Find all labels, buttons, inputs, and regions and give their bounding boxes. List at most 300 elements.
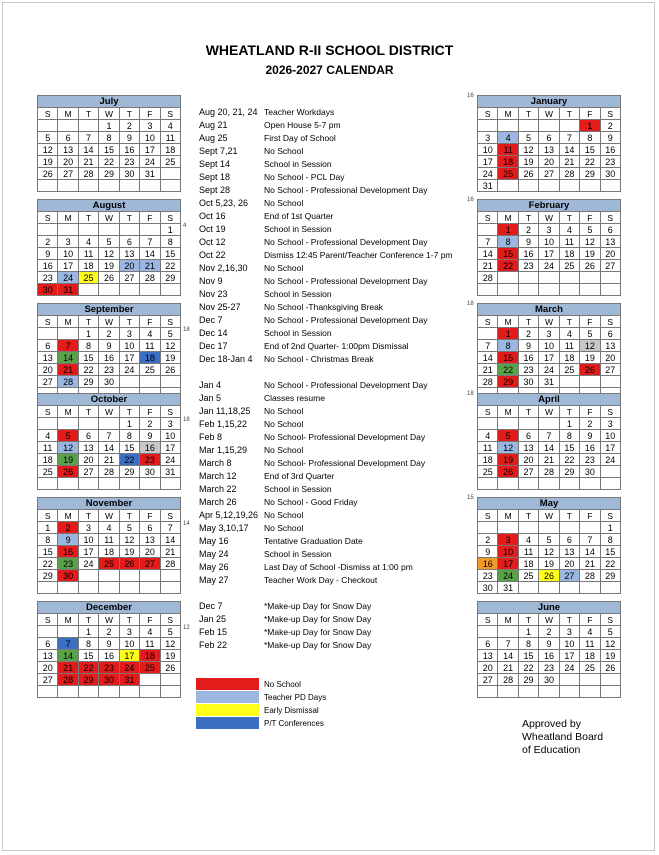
day-header: S: [160, 406, 180, 418]
day-cell: 10: [600, 430, 620, 442]
event-date: Apr 5,12,19,26: [199, 510, 259, 520]
event-row: [199, 223, 479, 236]
day-header: T: [78, 212, 98, 224]
day-cell: [160, 376, 180, 388]
legend-swatch: [196, 678, 259, 690]
day-cell: 4: [78, 236, 98, 248]
month-name: July: [38, 96, 181, 108]
day-cell: [478, 522, 498, 534]
day-cell: 17: [140, 144, 160, 156]
day-cell: 29: [580, 168, 600, 180]
school-day-count: 15: [467, 495, 474, 501]
day-cell: 25: [559, 260, 579, 272]
day-cell: [140, 376, 160, 388]
day-cell: 14: [58, 650, 78, 662]
day-cell: [498, 626, 518, 638]
school-day-count: 16: [467, 197, 474, 203]
day-header: F: [140, 406, 160, 418]
day-cell: 21: [559, 156, 579, 168]
day-cell: [38, 418, 58, 430]
day-cell: 27: [559, 570, 579, 582]
day-header: T: [559, 510, 579, 522]
day-cell: 6: [518, 430, 538, 442]
day-header: T: [559, 614, 579, 626]
day-header: M: [58, 108, 78, 120]
day-cell: 5: [119, 522, 139, 534]
day-cell: [600, 180, 620, 192]
event-row: [199, 457, 479, 470]
event-date: Nov 2,16,30: [199, 263, 248, 273]
event-date: Jan 4: [199, 380, 222, 390]
day-cell: 10: [539, 340, 559, 352]
day-cell: [518, 582, 538, 594]
day-cell: 20: [559, 558, 579, 570]
day-cell: 22: [160, 260, 180, 272]
day-cell: 1: [119, 418, 139, 430]
day-cell: 23: [580, 454, 600, 466]
event-description: Open House 5-7 pm: [264, 120, 341, 130]
event-description: No School: [264, 406, 304, 416]
school-day-count: 18: [467, 391, 474, 397]
event-date: Dec 18-Jan 4: [199, 354, 253, 364]
day-cell: 22: [119, 454, 139, 466]
day-cell: 11: [478, 442, 498, 454]
event-row: [199, 262, 479, 275]
month-name: September: [38, 304, 181, 316]
day-cell: 9: [518, 340, 538, 352]
event-date: Jan 25: [199, 614, 227, 624]
day-cell: 20: [38, 364, 58, 376]
event-row: [199, 574, 479, 587]
day-cell: [140, 686, 160, 698]
day-cell: 16: [119, 144, 139, 156]
district-title: WHEATLAND R-II SCHOOL DISTRICT: [205, 42, 454, 58]
day-cell: 21: [160, 546, 180, 558]
day-cell: 9: [518, 236, 538, 248]
day-cell: [498, 418, 518, 430]
day-cell: 11: [518, 546, 538, 558]
day-cell: 24: [78, 558, 98, 570]
day-cell: 9: [99, 638, 119, 650]
day-cell: 21: [478, 260, 498, 272]
day-header: S: [38, 510, 58, 522]
day-cell: 5: [38, 132, 58, 144]
day-cell: [140, 284, 160, 296]
day-cell: 29: [559, 466, 579, 478]
month-name: June: [478, 602, 621, 614]
day-cell: 14: [78, 144, 98, 156]
day-cell: 15: [518, 650, 538, 662]
day-cell: 28: [498, 674, 518, 686]
day-cell: [518, 478, 538, 490]
day-cell: 9: [600, 132, 620, 144]
day-cell: 14: [99, 442, 119, 454]
day-cell: [600, 686, 620, 698]
day-cell: 23: [140, 454, 160, 466]
day-cell: 30: [518, 376, 538, 388]
day-cell: [580, 272, 600, 284]
day-cell: [600, 466, 620, 478]
day-cell: 13: [518, 442, 538, 454]
day-cell: 8: [119, 430, 139, 442]
day-header: T: [119, 108, 139, 120]
day-cell: 27: [478, 674, 498, 686]
day-cell: 4: [160, 120, 180, 132]
day-cell: 31: [119, 674, 139, 686]
day-cell: [518, 418, 538, 430]
day-cell: 27: [58, 168, 78, 180]
day-cell: 18: [160, 144, 180, 156]
day-cell: 9: [539, 638, 559, 650]
day-cell: [559, 120, 579, 132]
day-cell: 10: [498, 546, 518, 558]
day-header: T: [78, 614, 98, 626]
event-date: Aug 20, 21, 24: [199, 107, 258, 117]
month-calendar-may: [477, 497, 621, 594]
day-cell: 15: [600, 546, 620, 558]
day-header: M: [498, 316, 518, 328]
day-header: S: [600, 108, 620, 120]
day-cell: 6: [559, 534, 579, 546]
day-cell: 18: [498, 156, 518, 168]
day-cell: 8: [160, 236, 180, 248]
day-cell: 25: [559, 364, 579, 376]
day-cell: 4: [140, 328, 160, 340]
day-cell: [580, 478, 600, 490]
month-calendar-november: [37, 497, 181, 594]
day-cell: 19: [119, 546, 139, 558]
day-header: W: [99, 316, 119, 328]
day-cell: 24: [600, 454, 620, 466]
day-cell: 27: [539, 168, 559, 180]
day-cell: 17: [559, 650, 579, 662]
day-header: F: [140, 316, 160, 328]
day-cell: [498, 180, 518, 192]
day-cell: 17: [539, 352, 559, 364]
day-cell: 7: [478, 236, 498, 248]
day-cell: [600, 272, 620, 284]
day-cell: [119, 570, 139, 582]
day-cell: 2: [518, 224, 538, 236]
day-cell: 17: [78, 546, 98, 558]
day-cell: 1: [160, 224, 180, 236]
legend-swatch: [196, 691, 259, 703]
day-cell: 24: [539, 364, 559, 376]
day-cell: 1: [78, 626, 98, 638]
day-cell: 13: [559, 546, 579, 558]
month-name: May: [478, 498, 621, 510]
day-cell: 7: [580, 534, 600, 546]
day-cell: 4: [518, 534, 538, 546]
event-row: [199, 509, 479, 522]
day-cell: 22: [600, 558, 620, 570]
event-row: [199, 314, 479, 327]
day-cell: [580, 180, 600, 192]
day-header: S: [160, 316, 180, 328]
day-cell: 27: [38, 674, 58, 686]
day-cell: 6: [600, 328, 620, 340]
day-header: W: [539, 510, 559, 522]
event-description: School in Session: [264, 549, 332, 559]
day-header: T: [559, 316, 579, 328]
day-cell: [559, 674, 579, 686]
day-cell: 10: [119, 638, 139, 650]
day-cell: [539, 120, 559, 132]
day-cell: 28: [78, 168, 98, 180]
day-cell: 15: [498, 352, 518, 364]
event-row: [199, 600, 479, 613]
event-description: No School: [264, 419, 304, 429]
day-cell: 26: [600, 662, 620, 674]
event-description: No School -Thanksgiving Break: [264, 302, 384, 312]
day-cell: 16: [600, 144, 620, 156]
day-cell: 20: [478, 662, 498, 674]
day-cell: 21: [580, 558, 600, 570]
event-description: No School - Professional Development Day: [264, 185, 428, 195]
day-cell: 31: [498, 582, 518, 594]
day-cell: [539, 582, 559, 594]
day-cell: 20: [518, 454, 538, 466]
day-header: S: [478, 614, 498, 626]
day-cell: 30: [580, 466, 600, 478]
day-cell: 1: [78, 328, 98, 340]
month-name: November: [38, 498, 181, 510]
day-cell: 7: [478, 340, 498, 352]
day-cell: 3: [58, 236, 78, 248]
day-cell: 20: [78, 454, 98, 466]
event-description: No School - Good Friday: [264, 497, 358, 507]
day-header: W: [99, 614, 119, 626]
day-cell: [99, 284, 119, 296]
day-cell: [58, 686, 78, 698]
day-cell: 24: [160, 454, 180, 466]
day-cell: 25: [498, 168, 518, 180]
day-cell: 29: [498, 376, 518, 388]
day-cell: [99, 582, 119, 594]
day-header: F: [580, 406, 600, 418]
event-description: Tentative Graduation Date: [264, 536, 363, 546]
event-date: Oct 16: [199, 211, 226, 221]
day-cell: 30: [140, 466, 160, 478]
day-header: T: [78, 108, 98, 120]
day-cell: [78, 224, 98, 236]
day-cell: [99, 180, 119, 192]
day-header: S: [478, 212, 498, 224]
month-calendar-september: [37, 303, 181, 400]
day-cell: [478, 686, 498, 698]
day-cell: 1: [518, 626, 538, 638]
day-cell: 15: [78, 650, 98, 662]
day-cell: [38, 120, 58, 132]
day-cell: 23: [119, 156, 139, 168]
day-cell: 26: [539, 570, 559, 582]
approval-note: [522, 718, 603, 757]
day-cell: [580, 522, 600, 534]
day-cell: 2: [518, 328, 538, 340]
day-cell: [559, 582, 579, 594]
day-cell: [119, 376, 139, 388]
day-cell: [518, 272, 538, 284]
event-date: Jan 11,18,25: [199, 406, 251, 416]
day-cell: 25: [140, 364, 160, 376]
day-cell: 16: [580, 442, 600, 454]
day-cell: [99, 478, 119, 490]
day-cell: 22: [99, 156, 119, 168]
event-description: Teacher Work Day - Checkout: [264, 575, 378, 585]
day-cell: [600, 582, 620, 594]
day-cell: 20: [539, 156, 559, 168]
event-description: No School - PCL Day: [264, 172, 345, 182]
event-description: End of 3rd Quarter: [264, 471, 335, 481]
day-header: F: [580, 614, 600, 626]
day-cell: 23: [99, 364, 119, 376]
event-description: No School - Professional Development Day: [264, 380, 428, 390]
month-name: April: [478, 394, 621, 406]
day-cell: 1: [600, 522, 620, 534]
day-cell: 24: [119, 662, 139, 674]
day-cell: 26: [580, 260, 600, 272]
day-header: W: [539, 212, 559, 224]
month-calendar-august: [37, 199, 181, 296]
day-cell: [498, 522, 518, 534]
day-header: S: [600, 510, 620, 522]
event-date: Feb 22: [199, 640, 228, 650]
day-cell: [38, 478, 58, 490]
day-cell: [78, 180, 98, 192]
day-header: M: [58, 212, 78, 224]
day-cell: [99, 418, 119, 430]
event-row: [199, 548, 479, 561]
event-date: Sept 14: [199, 159, 231, 169]
month-calendar-june: [477, 601, 621, 698]
day-header: W: [99, 510, 119, 522]
day-cell: 22: [78, 662, 98, 674]
day-cell: 13: [119, 248, 139, 260]
event-description: Last Day of School -Dismiss at 1:00 pm: [264, 562, 413, 572]
day-cell: [140, 224, 160, 236]
month-name: August: [38, 200, 181, 212]
event-description: No School- Professional Development Day: [264, 432, 426, 442]
day-header: F: [140, 212, 160, 224]
day-header: F: [580, 510, 600, 522]
day-cell: [78, 120, 98, 132]
day-cell: [160, 570, 180, 582]
day-header: S: [38, 212, 58, 224]
day-cell: [580, 582, 600, 594]
event-row: [199, 444, 479, 457]
day-cell: 5: [580, 328, 600, 340]
month-name: February: [478, 200, 621, 212]
school-day-count: 18: [183, 417, 190, 423]
day-header: T: [518, 614, 538, 626]
event-row: [199, 366, 479, 379]
event-row: [199, 639, 479, 652]
day-cell: 12: [160, 638, 180, 650]
day-cell: 30: [478, 582, 498, 594]
day-cell: 13: [38, 352, 58, 364]
event-date: May 26: [199, 562, 229, 572]
day-cell: 24: [58, 272, 78, 284]
day-cell: 21: [539, 454, 559, 466]
day-cell: [78, 570, 98, 582]
day-cell: 28: [478, 376, 498, 388]
event-description: *Make-up Day for Snow Day: [264, 614, 372, 624]
day-cell: 17: [539, 248, 559, 260]
month-calendar-december: [37, 601, 181, 698]
event-date: May 16: [199, 536, 229, 546]
day-cell: 11: [498, 144, 518, 156]
day-cell: 3: [140, 120, 160, 132]
day-cell: 11: [580, 638, 600, 650]
day-header: T: [119, 212, 139, 224]
day-cell: 26: [498, 466, 518, 478]
event-row: [199, 613, 479, 626]
month-name: December: [38, 602, 181, 614]
event-description: School in Session: [264, 289, 332, 299]
day-header: T: [78, 510, 98, 522]
day-cell: [539, 180, 559, 192]
day-cell: 18: [478, 454, 498, 466]
month-calendar-october: [37, 393, 181, 490]
day-cell: 30: [99, 674, 119, 686]
day-cell: 15: [160, 248, 180, 260]
legend-label: No School: [264, 680, 301, 689]
day-header: S: [38, 406, 58, 418]
day-cell: 28: [559, 168, 579, 180]
day-cell: [38, 328, 58, 340]
day-cell: 22: [78, 364, 98, 376]
event-date: March 12: [199, 471, 237, 481]
day-header: S: [38, 108, 58, 120]
day-cell: 27: [38, 376, 58, 388]
day-cell: 28: [478, 272, 498, 284]
event-date: May 24: [199, 549, 229, 559]
day-cell: 15: [38, 546, 58, 558]
day-cell: [518, 120, 538, 132]
day-cell: 16: [518, 352, 538, 364]
day-cell: [559, 686, 579, 698]
day-cell: 20: [600, 352, 620, 364]
event-row: [199, 431, 479, 444]
day-cell: 23: [600, 156, 620, 168]
day-cell: 4: [99, 522, 119, 534]
day-cell: 15: [559, 442, 579, 454]
day-cell: 7: [99, 430, 119, 442]
day-cell: 23: [99, 662, 119, 674]
event-date: Oct 5,23, 26: [199, 198, 249, 208]
day-cell: 2: [600, 120, 620, 132]
day-cell: 30: [99, 376, 119, 388]
day-cell: 15: [78, 352, 98, 364]
approval-line-3: of Education: [522, 744, 581, 756]
school-day-count: 16: [467, 93, 474, 99]
day-cell: 2: [38, 236, 58, 248]
day-cell: 17: [160, 442, 180, 454]
day-cell: [140, 582, 160, 594]
month-name: March: [478, 304, 621, 316]
day-cell: 3: [78, 522, 98, 534]
day-cell: 23: [518, 364, 538, 376]
day-cell: 5: [99, 236, 119, 248]
day-cell: 17: [119, 650, 139, 662]
event-description: No School - Professional Development Day: [264, 315, 428, 325]
day-cell: 31: [140, 168, 160, 180]
day-header: S: [160, 510, 180, 522]
day-cell: 22: [559, 454, 579, 466]
day-header: M: [58, 510, 78, 522]
day-cell: [559, 478, 579, 490]
event-date: Aug 21: [199, 120, 228, 130]
